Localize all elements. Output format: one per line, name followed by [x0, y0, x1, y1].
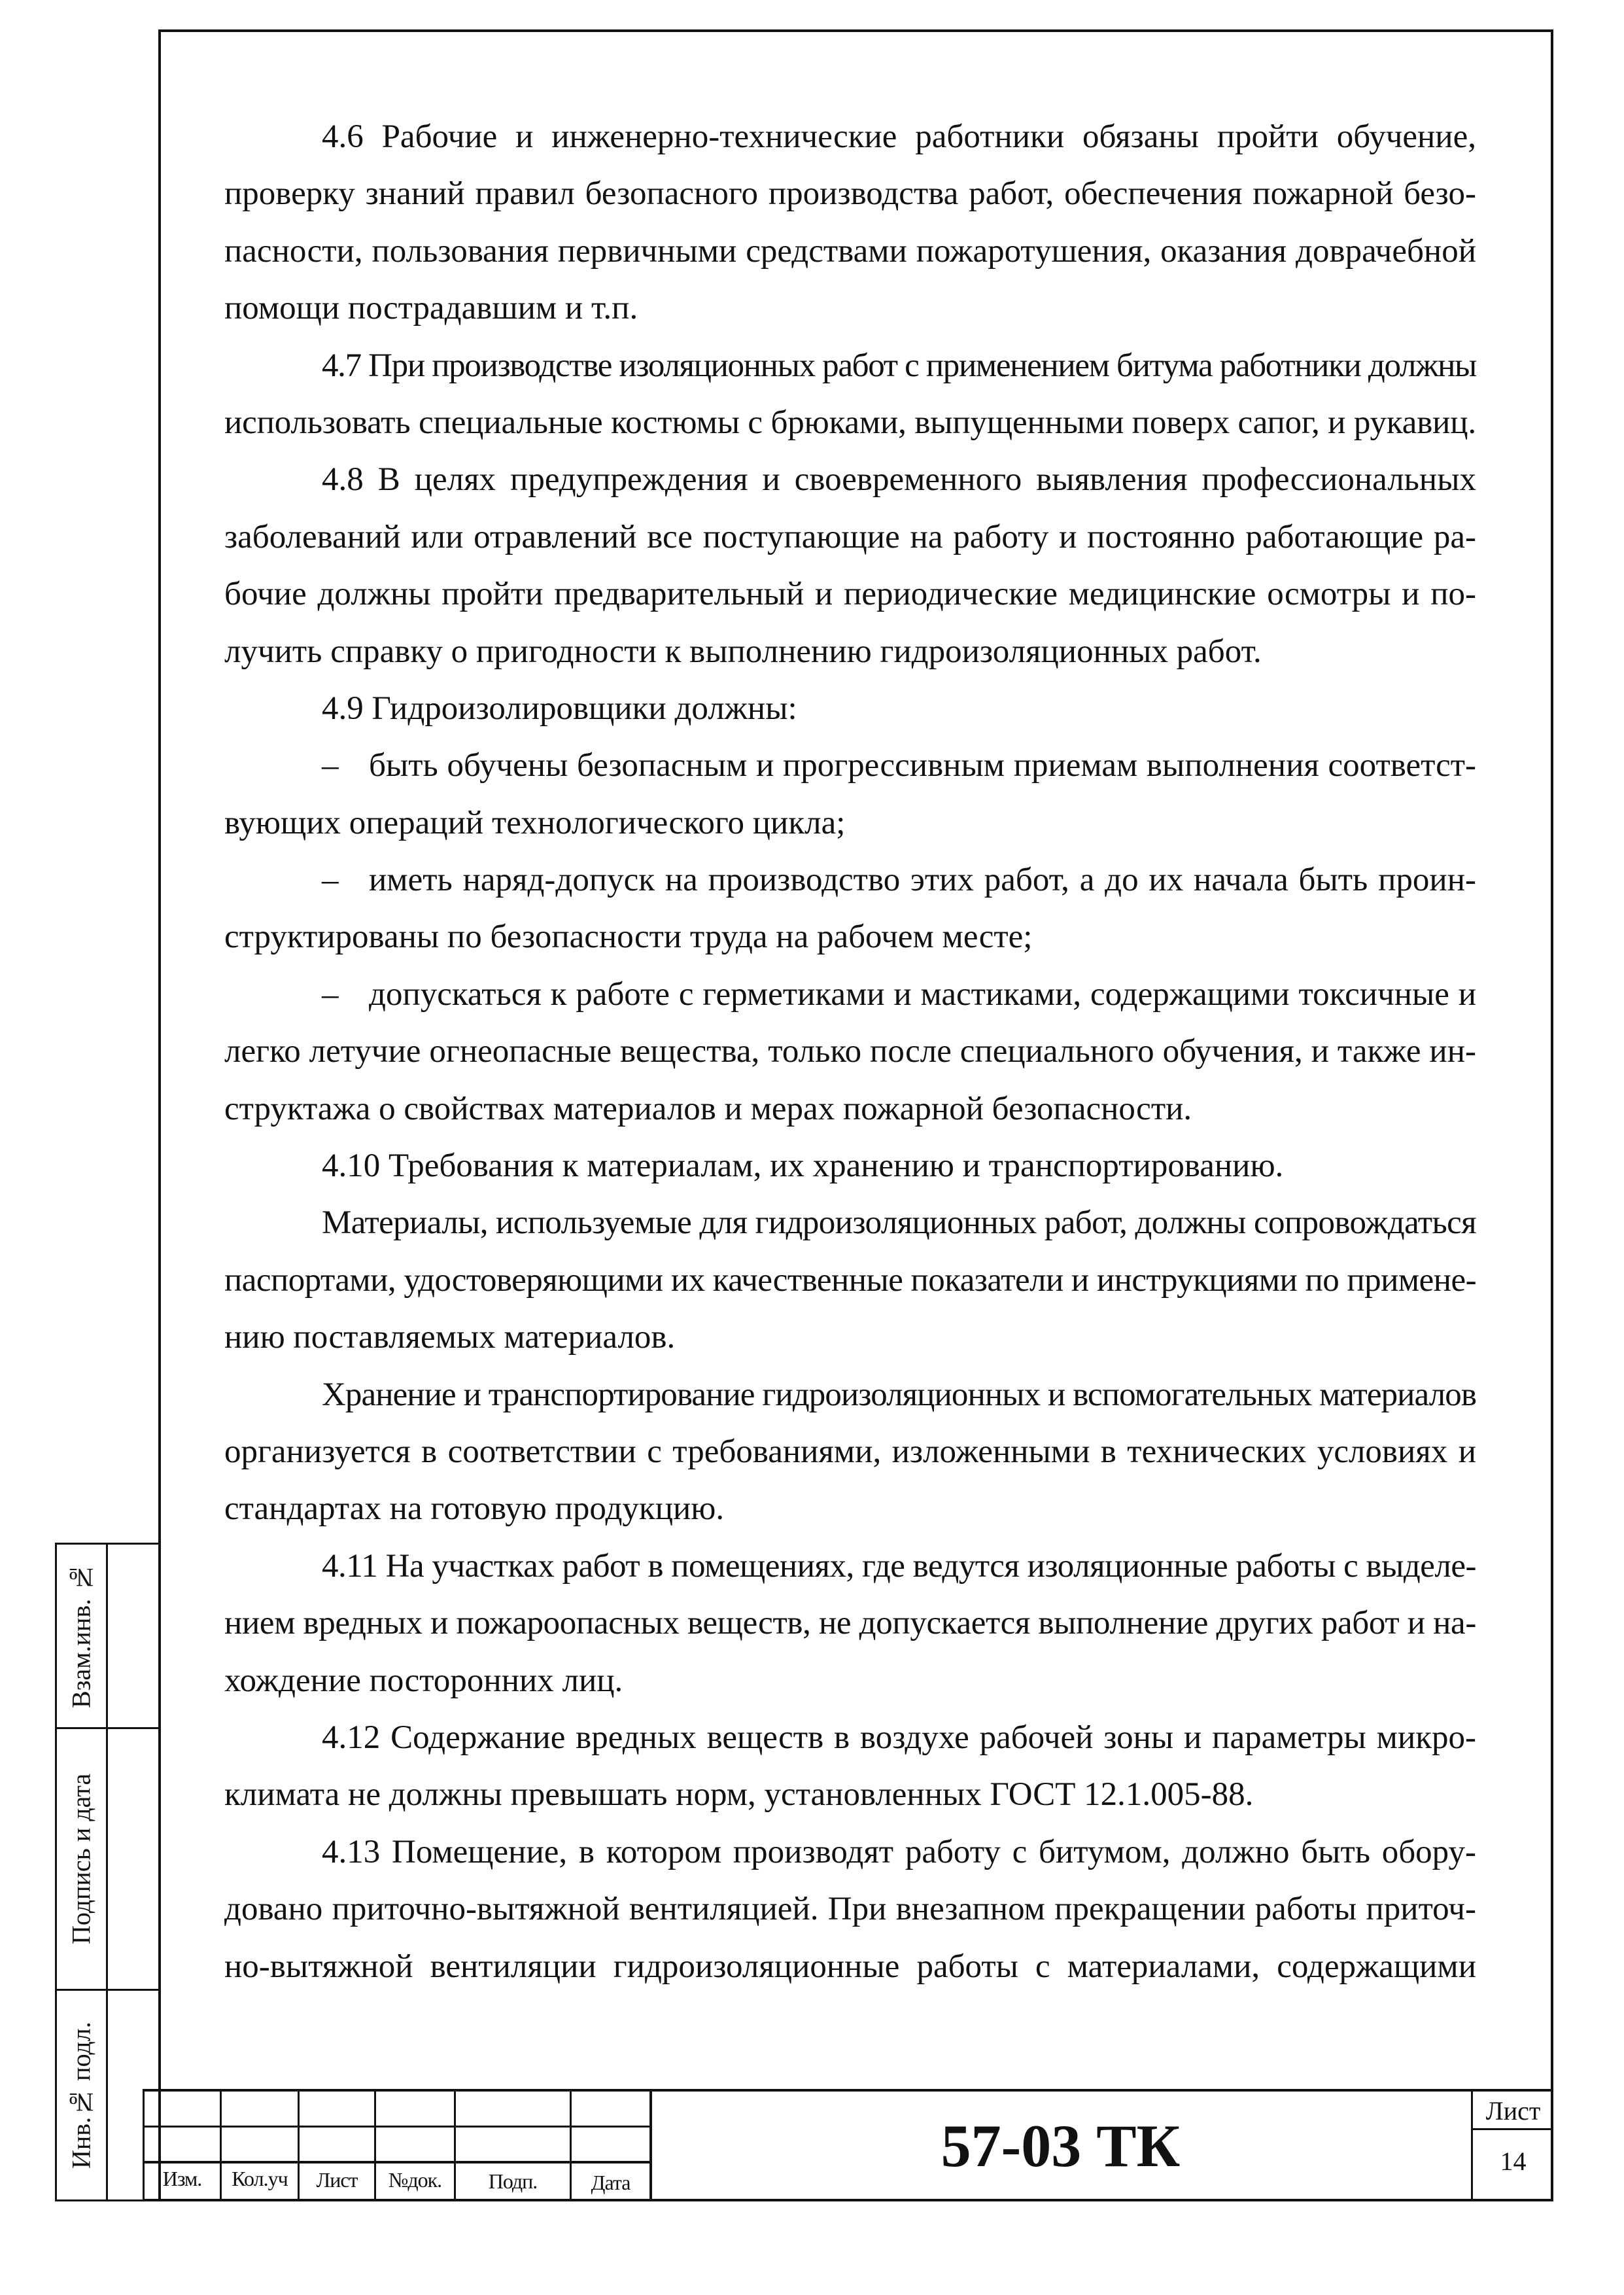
text-line — [224, 1595, 1476, 1652]
list-item — [224, 737, 1476, 852]
text-line-content: быть обучены безопасным и прогрессивным приемам выполнения соответст- — [369, 747, 1476, 784]
text-line — [224, 1766, 1476, 1823]
text-line — [224, 1081, 1476, 1138]
text-line-content: структированы по безопасности труда на рабочем месте; — [224, 919, 1033, 956]
text-line-content: легко летучие огнеопасные вещества, только после специального обучения, и также ин- — [224, 1033, 1476, 1070]
text-line — [224, 1424, 1476, 1480]
paragraph — [224, 1824, 1476, 1995]
text-line — [224, 394, 1476, 451]
side-strip-divider — [106, 1543, 108, 2201]
text-line — [224, 623, 1476, 680]
text-line-content: 4.12 Содержание вредных веществ в воздухе рабочей зоны и параметры микро- — [322, 1719, 1476, 1756]
text-line — [224, 909, 1476, 966]
dash-bullet: – — [322, 975, 339, 1013]
text-line-content: 4.7 При производстве изоляционных работ с применением битума работники должны — [322, 347, 1476, 384]
text-line — [224, 852, 1476, 909]
text-line-content: допускаться к работе с герметиками и мастиками, содержащими токсичные и — [369, 975, 1477, 1013]
text-line-content: пасности, пользования первичными средствами пожаротушения, оказания доврачебной — [224, 232, 1476, 270]
paragraph — [224, 1195, 1476, 1366]
text-line — [224, 1881, 1476, 1938]
text-line — [224, 1138, 1476, 1195]
paragraph — [224, 338, 1476, 452]
text-line-content: 4.6 Рабочие и инженерно-технические работники обязаны пройти обучение, — [322, 118, 1476, 155]
text-line-content: 4.11 На участках работ в помещениях, где ведутся изоляционные работы с выделе- — [322, 1547, 1477, 1585]
text-line — [224, 1195, 1476, 1252]
paragraph — [224, 680, 1476, 737]
col-ndok: №док. — [388, 2168, 442, 2192]
sheet-label: Лист — [1485, 2096, 1541, 2126]
text-line-content: бочие должны пройти предварительный и периодические медицинские осмотры и по- — [224, 576, 1476, 613]
text-line — [224, 680, 1476, 737]
sheet-number: 14 — [1500, 2146, 1527, 2176]
text-line — [224, 451, 1476, 508]
podpis-data-label: Подпись и дата — [66, 1773, 96, 1945]
col-podp: Подп. — [488, 2169, 538, 2193]
text-line — [224, 1938, 1476, 1995]
text-line — [224, 1367, 1476, 1424]
text-line-content: структажа о свойствах материалов и мерах пожарной безопасности. — [224, 1090, 1192, 1127]
text-line — [224, 1023, 1476, 1080]
text-line-content: лучить справку о пригодности к выполнению гидроизоляционных работ. — [224, 633, 1262, 670]
text-line-content: 4.8 В целях предупреждения и своевременного выявления профессиональных — [322, 461, 1476, 499]
sheet-cell-divider — [1471, 2128, 1553, 2130]
text-line — [224, 795, 1476, 852]
text-line-content: проверку знаний правил безопасного производства работ, обеспечения пожарной безо- — [224, 175, 1476, 213]
text-line-content: организуется в соответствии с требованиями, изложенными в технических условиях и — [224, 1433, 1476, 1470]
title-block-row-line — [143, 2161, 650, 2164]
text-line-content: но-вытяжной вентиляции гидроизоляционные работы с материалами, содержащими — [224, 1948, 1476, 1985]
list-item — [224, 852, 1476, 966]
text-line — [224, 509, 1476, 566]
paragraph — [224, 1138, 1476, 1195]
vzam-inv-label: Взам.инв. № — [66, 1562, 96, 1709]
text-line-content: помощи пострадавшим и т.п. — [224, 290, 638, 327]
text-line — [224, 280, 1476, 337]
col-data: Дата — [591, 2171, 631, 2194]
paragraph — [224, 451, 1476, 680]
text-line-content: паспортами, удостоверяющими их качественные показатели и инструкциями по примене- — [224, 1261, 1477, 1299]
text-line-content: нием вредных и пожароопасных веществ, не допускается выполнение других работ и на- — [224, 1605, 1476, 1642]
text-line-content: Хранение и транспортирование гидроизоляционных и вспомогательных материалов — [322, 1376, 1476, 1413]
text-line — [224, 1653, 1476, 1709]
text-line-content: вующих операций технологического цикла; — [224, 804, 846, 841]
list-item — [224, 966, 1476, 1138]
col-kol-uch: Кол.уч — [232, 2167, 288, 2190]
text-line — [224, 737, 1476, 794]
text-line — [224, 1538, 1476, 1595]
text-line — [224, 1709, 1476, 1766]
text-line-content: 4.9 Гидроизолировщики должны: — [322, 690, 797, 727]
text-line — [224, 1824, 1476, 1881]
text-line — [224, 966, 1476, 1023]
col-list: Лист — [316, 2168, 358, 2192]
text-line-content: хождение посторонних лиц. — [224, 1662, 623, 1699]
text-line-content: нию поставляемых материалов. — [224, 1319, 676, 1356]
paragraph — [224, 1538, 1476, 1709]
paragraph — [224, 1367, 1476, 1538]
text-line-content: 4.13 Помещение, в котором производят работу с битумом, должно быть обору- — [322, 1833, 1476, 1870]
text-line-content: заболеваний или отравлений все поступающие на работу и постоянно работающие ра- — [224, 518, 1476, 555]
text-line-content: Материалы, используемые для гидроизоляционных работ, должны сопровождаться — [322, 1204, 1476, 1242]
title-block-row-line — [143, 2126, 650, 2128]
paragraph — [224, 1709, 1476, 1824]
inv-podl-label: Инв.№ подл. — [66, 2022, 96, 2169]
text-line — [224, 1309, 1476, 1366]
text-line — [224, 109, 1476, 166]
text-line-content: 4.10 Требования к материалам, их хранению и транспортированию. — [322, 1148, 1284, 1185]
text-line-content: климата не должны превышать норм, установленных ГОСТ 12.1.005-88. — [224, 1776, 1254, 1813]
dash-bullet: – — [322, 862, 339, 899]
text-line — [224, 1252, 1476, 1309]
dash-bullet: – — [322, 747, 339, 784]
text-line — [224, 166, 1476, 222]
document-code: 57-03 ТК — [941, 2112, 1181, 2179]
text-line-content: довано приточно-вытяжной вентиляцией. При внезапном прекращении работы приточ- — [224, 1891, 1476, 1928]
text-line — [224, 1480, 1476, 1537]
text-line-content: использовать специальные костюмы с брюками, выпущенными поверх сапог, и рукавиц. — [224, 404, 1476, 441]
text-line — [224, 566, 1476, 623]
text-line — [224, 223, 1476, 280]
col-izm: Изм. — [162, 2167, 202, 2190]
text-line-content: иметь наряд-допуск на производство этих работ, а до их начала быть проин- — [369, 862, 1476, 899]
paragraph — [224, 109, 1476, 338]
text-line-content: стандартах на готовую продукцию. — [224, 1490, 725, 1528]
document-body — [224, 109, 1476, 1995]
text-line — [224, 338, 1476, 394]
